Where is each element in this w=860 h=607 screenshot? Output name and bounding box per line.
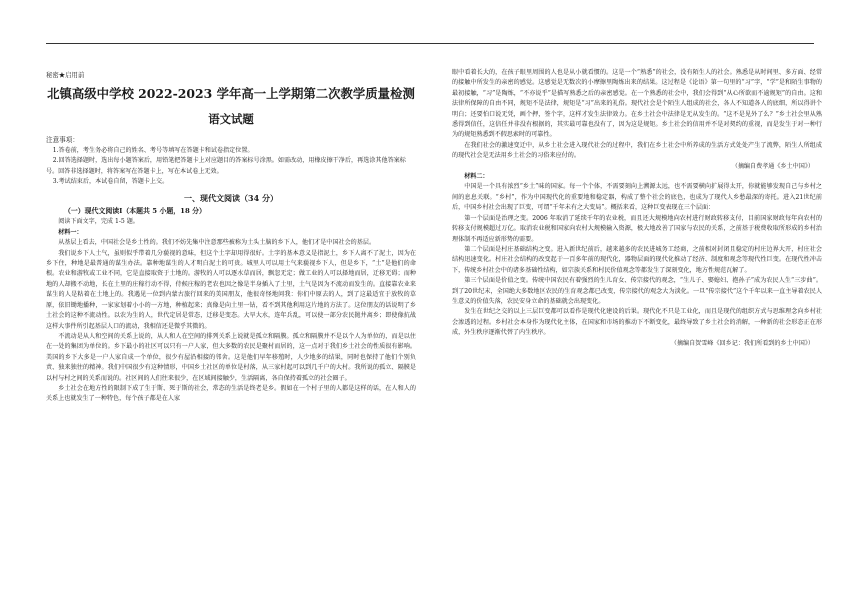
material2-label: 材料二： [464,173,489,181]
material2-para-5: 发生在世纪之交的以上三层巨变都可以看作是现代化建设的后果。现代化不只是工业化，而且是现代的组织方式与思维理念向乡村社会渗透的过程。乡村社会本身作为现代化主体，在国家和市场的推动下不断变化，最终导致了乡土社会的消解，一种新的社会形态正在形成，外生秩序逐渐代替了内生秩序。 [452,308,822,337]
material1-para-1: 从基层上看去，中国社会是乡土性的。我们不妨先集中注意那些被称为土头土脑的乡下人，他们才是中国社会的基层。 [58,239,376,247]
material1-para-4: 乡土社会在地方性的限制下成了生于斯、死于斯的社会，常态的生活是终老是乡。假如在一个村子里的人都是这样的话，在人和人的关系上也就发生了一种特色，每个孩子都是在人家 [46,384,416,403]
material2-para-2: 第一个层面是治理之变。2006 年取消了延续千年的农业税，而且还大规模地向农村进行财政转移支付，目前国家财政每年向农村的转移支付规模超过万亿。取消农业税和国家向农村大规模输入资源，极大地改善了国家与农民的关系，之前基于税费收取所形成的乡村治理体制不再适应新形势的需要。 [452,214,822,243]
material1-label: 材料一： [58,228,83,236]
reading-instruction: 阅读下面文字，完成 1-5 题。 [58,218,139,226]
note-item-3: 3.考试结束后，本试卷自留，答题卡上交。 [52,178,169,186]
subject-title: 语文试题 [208,112,254,127]
material1-para-2: 我们说乡下人土气，虽则似乎带着几分藐视的意味，但这个土字却用得很好。土字的基本意义是指泥土，乡下人离不了泥土，因为在乡下住，种地是最普通的谋生办法。靠种地谋生的人才明白泥土的可贵。城里人可以用土气来藐视乡下人，但是乡下，“土”是他们的命根。农业和游牧或工业不同，它是直接取资于土地的。游牧的人可以逐水草而居，飘忽无定；做工业的人可以择地而居，迁移无碍；而种地的人却搬不动地，长在土里的庄稼行动不得，侍候庄稼的老农也因之像是半身插入了土里，土气是因为不流动而发生的。直接靠农业来谋生的人是粘着在土地上的。我遇见一位到内蒙古旅行回来的美国朋友，他很奇怪地问我：你们中原去的人，到了这最适宜于放牧的草原，依旧锄地播种，一家家划着小小的一方地，种植起来；真像是向土里一钻，看不到其他利用这片地的方法了。这位朋友的话说明了乡土社会的这种不流动性。以农为生的人，世代定居是常态，迁移是变态。大旱大水，连年兵乱，可以使一部分农民抛井离乡；即使像抗战这样大事件所引起基层人口的流动，我相信还是微乎其微的。 [46,249,416,330]
section-title: 一、现代文阅读（34 分） [184,193,278,204]
secret-label: 秘密★启用前 [46,71,85,79]
material2-para-4: 第三个层面是价值之变。传统中国农民有着强烈的生儿育女、传宗接代的观念，“生儿子、娶媳妇、抱孙子”成为农民人生“三步曲”。到了20世纪末，全国绝大多数地区农民的生育观念都已改变，传宗接代的观念大为淡化。一旦“传宗接代”这个千年以来一直主导着农民人生意义的价值失落，农民安身立命的基础就会出现变化。 [452,277,822,305]
top-rule [46,43,814,44]
material2-para-3: 第二个层面是村庄基础结构之变。进入新世纪前后，越来越多的农民进城务工经商，之前相对封闭且稳定的村庄边界大开，村庄社会结构迅速变化。村庄社会结构的改变起于一百多年前的现代化，器物层面的现代化推动了经济、制度和观念等现代性巨变。在现代性冲击下，传统乡村社会中的诸多基础性结构，如宗族关系和村民价值观念等都发生了深刻变化，地方性规范瓦解了。 [452,245,822,274]
material1-continued-1: 眼中看着长大的，在孩子眼里周围的人也是从小就看惯的。这是一个“熟悉”的社会，没有陌生人的社会。熟悉是从时间里、多方面、经常的接触中所发生的亲密的感觉。这感觉是无数次的小摩擦里陶炼出来的结果。这过程是《论语》第一句里的“习”字，“学”是和陌生事物的最初接触，“习”是陶炼，“不亦说乎”是描写熟悉之后的亲密感觉。在一个熟悉的社会中，我们会得到“从心所欲而不逾规矩”的自由。这和法律所保障的自由不同，规矩不是法律，规矩是“习”出来的礼俗。现代社会是个陌生人组成的社会，各人不知道各人的底细，所以得讲个明白；还要怕口说无凭，画个押，签个字，这样才发生法律效力。在乡土社会中法律是无从发生的。“这不是见外了么？”乡土社会里从熟悉得到信任，这信任并非没有根据的，其实最可靠也没有了，因为这是规矩。乡土社会的信用并不是对契约的重视，而是发生于对一种行为的规矩熟悉到不假思索时的可靠性。 [452,69,822,139]
school-title: 北镇高级中学校 2022-2023 学年高一上学期第二次教学质量检测 [47,86,415,102]
left-column [46,68,416,405]
material1-continued-2: 在我们社会的激速变迁中，从乡土社会进入现代社会的过程中，我们在乡土社会中所养成的生活方式处处产生了流弊，陌生人所组成的现代社会是无法用乡土社会的习俗来应付的。 [452,141,822,160]
right-column [452,68,822,349]
note-item-1: 1.答卷前，考生务必将自己的姓名、考号等填写在答题卡和试卷指定位置。 [52,146,254,154]
note-item-2: 2.回答选择题时，选出每小题答案后，用铅笔把答题卡上对应题目的答案标号涂黑。如需改动，用橡皮擦干净后，再选涂其他答案标号。回答非选择题时，将答案写在答题卡上，写在本试卷上无效。 [46,157,406,175]
notes-heading: 注意事项： [46,136,79,145]
material2-para-1: 中国是一个具有浓烈“乡土”味的国家。每一个个体，不需要刻向上溯源太远，也不需要横向扩展得太开，你就能够发现自己与乡村之间的息息关联。“乡村”，作为中国现代化的重要地和稳定器，构成了整个社会的底色，也成为了现代人乡愁最深的寄托。进入21世纪前后，中国乡村社会出现了巨变，可谓“千年未有之大变局”。概括来看，这种巨变表现在三个层面： [452,183,822,212]
material1-para-3: 不流动是从人和空间的关系上说的，从人和人在空间的排列关系上说就是孤立和隔膜。孤立和隔膜并不是以个人为单位的，而是以住在一处的集团为单位的。乡下最小的社区可以只有一户人家，但大多数的农民是聚村而居的，这一点对于我们乡土社会的性质很有影响。美国的乡下大多是一户人家自成一个单位，很少有屋沿相接的邻舍。这是他们早年移殖时，人少地多的结果，同时也保持了他们个别负责、独来独往的精神。我们中国很少有这种情形，中国乡土社区的单位是村落，从三家村起可以到几千户的大村。我所说的孤立、隔膜是以村与村之间的关系而说的。社区间的人们往来很少，在区域间接触少，生活隔离，各自保持着孤立的社会圈子。 [46,332,416,382]
subsection-title: （一）现代文阅读Ⅰ（本题共 5 小题，18 分） [64,207,206,216]
material1-source: （摘编自费孝通《乡土中国》） [731,162,814,170]
material2-source: （摘编自贺雪峰《回乡记：我们所看到的乡土中国》） [670,339,814,347]
